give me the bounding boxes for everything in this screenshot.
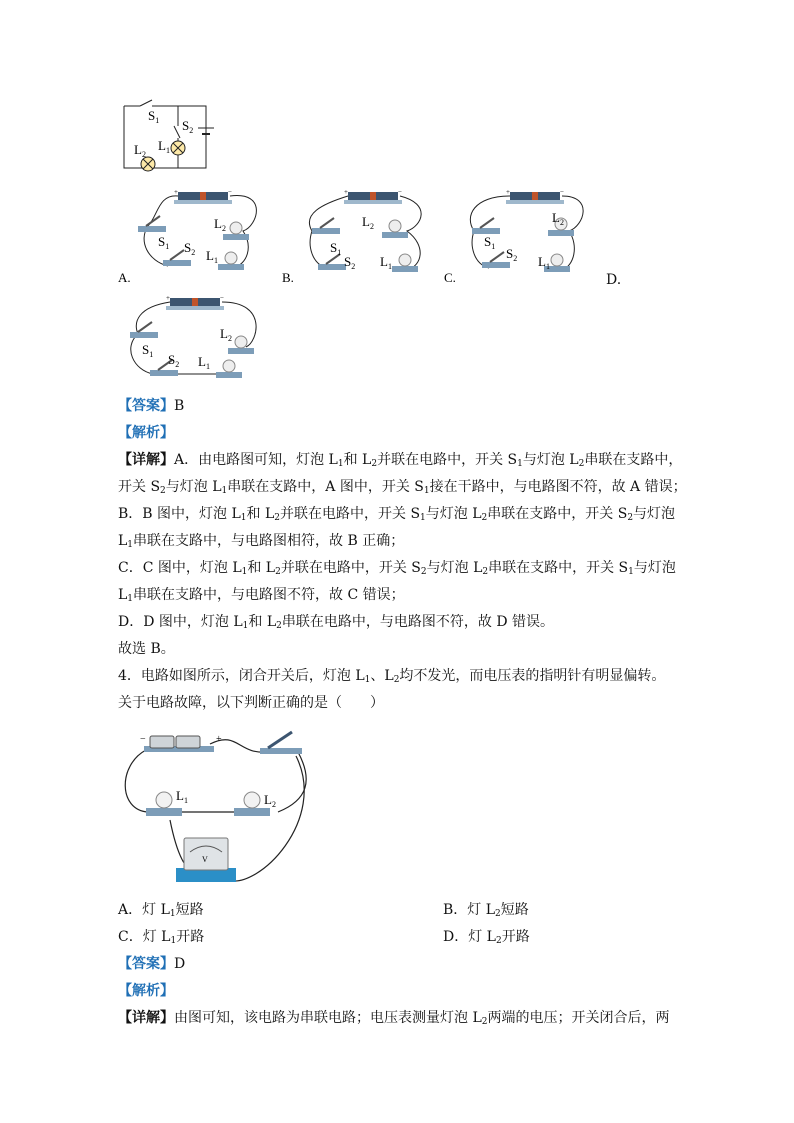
option-c-s2: $S_2$ — [506, 246, 518, 263]
q4-l1-label: $L_1$ — [176, 788, 188, 805]
option-a-l2: $L_2$ — [214, 216, 226, 233]
option-a-circuit — [118, 186, 268, 286]
svg-text:+: + — [166, 294, 170, 302]
q4-answer-line: 【答案】D — [118, 956, 186, 972]
option-c-circuit — [444, 186, 594, 286]
svg-text:−: − — [560, 188, 564, 196]
option-c-l1: $L_1$ — [538, 254, 550, 271]
q4-circuit-figure — [118, 720, 318, 890]
schematic-diagram — [118, 98, 218, 178]
q3-answer-line: 【答案】B — [118, 398, 185, 414]
schematic-s1: $S_1$ — [148, 108, 160, 125]
option-a-letter: A. — [118, 270, 131, 285]
q3-detail-line-6: $L_1$串联在支路中，与电路图不符，故 C 错误； — [118, 587, 405, 604]
q3-detail-line-4: $L_1$串联在支路中，与电路图相符，故 B 正确； — [118, 533, 405, 550]
svg-text:+: + — [174, 188, 178, 196]
option-a-l1: $L_1$ — [206, 248, 218, 265]
q4-option-d[interactable]: D．灯 $L_2$开路 — [443, 929, 530, 946]
svg-text:−: − — [220, 294, 224, 302]
q4-battery-plus: + — [216, 734, 222, 745]
option-a-s2: $S_2$ — [184, 240, 196, 257]
q3-conclusion: 故选 B。 — [118, 641, 175, 657]
q4-option-b[interactable]: B．灯 $L_2$短路 — [443, 902, 529, 919]
option-d-s2: $S_2$ — [168, 352, 180, 369]
q4-voltmeter-symbol: V — [202, 855, 208, 864]
q4-stem-line-2: 关于电路故障，以下判断正确的是（ ） — [118, 695, 384, 711]
option-c-l2: $L_2$ — [552, 210, 564, 227]
q3-detail-line-5: C．C 图中，灯泡 $L_1$和 $L_2$并联在电路中，开关 $S_2$与灯泡 $L_2$串联在支路中，开关 $S_1$与灯泡 — [118, 560, 676, 577]
svg-text:+: + — [506, 188, 510, 196]
option-d-l1: $L_1$ — [198, 354, 210, 371]
option-c-letter: C. — [444, 270, 456, 285]
svg-text:+: + — [344, 188, 348, 196]
option-d-l2: $L_2$ — [220, 326, 232, 343]
option-b-l1: $L_1$ — [380, 254, 392, 271]
q4-option-a[interactable]: A．灯 $L_1$短路 — [118, 902, 204, 919]
option-a-s1: $S_1$ — [158, 234, 170, 251]
schematic-s2: $S_2$ — [182, 118, 194, 135]
option-d-s1: $S_1$ — [142, 342, 154, 359]
schematic-l2: $L_2$ — [134, 142, 146, 159]
q4-analysis-tag: 【解析】 — [118, 983, 174, 999]
q4-l2-label: $L_2$ — [264, 792, 276, 809]
q4-battery-minus: − — [140, 734, 146, 745]
option-b-circuit — [282, 186, 432, 286]
q3-detail-line-1: 【详解】A．由电路图可知，灯泡 $L_1$和 $L_2$并联在电路中，开关 $S_1$与灯泡 $L_2$串联在支路中， — [118, 452, 683, 469]
option-b-s2: $S_2$ — [344, 254, 356, 271]
q4-stem-line-1: 4．电路如图所示，闭合开关后，灯泡 $L_1$、$L_2$均不发光，而电压表的指明针有明显偏转。 — [118, 668, 666, 685]
q4-detail-line-1: 【详解】由图可知，该电路为串联电路；电压表测量灯泡 $L_2$两端的电压；开关闭合后，两 — [118, 1010, 670, 1027]
svg-text:−: − — [228, 188, 232, 196]
option-b-l2: $L_2$ — [362, 214, 374, 231]
option-b-letter: B. — [282, 270, 294, 285]
q3-detail-line-7: D．D 图中，灯泡 $L_1$和 $L_2$串联在电路中，与电路图不符，故 D 错误。 — [118, 614, 554, 631]
q3-detail-line-2: 开关 $S_2$与灯泡 $L_1$串联在支路中，A 图中，开关 $S_1$接在干路中，与电路图不符，故 A 错误； — [118, 479, 687, 496]
schematic-l1: $L_1$ — [158, 138, 170, 155]
q4-option-c[interactable]: C．灯 $L_1$开路 — [118, 929, 205, 946]
option-c-s1: $S_1$ — [484, 234, 496, 251]
option-d-letter: D. — [606, 272, 622, 288]
option-d-circuit — [118, 292, 268, 388]
option-b-s1: $S_1$ — [330, 240, 342, 257]
q3-analysis-tag: 【解析】 — [118, 425, 174, 441]
svg-text:−: − — [398, 188, 402, 196]
q3-detail-line-3: B．B 图中，灯泡 $L_1$和 $L_2$并联在电路中，开关 $S_1$与灯泡 $L_2$串联在支路中，开关 $S_2$与灯泡 — [118, 506, 676, 523]
